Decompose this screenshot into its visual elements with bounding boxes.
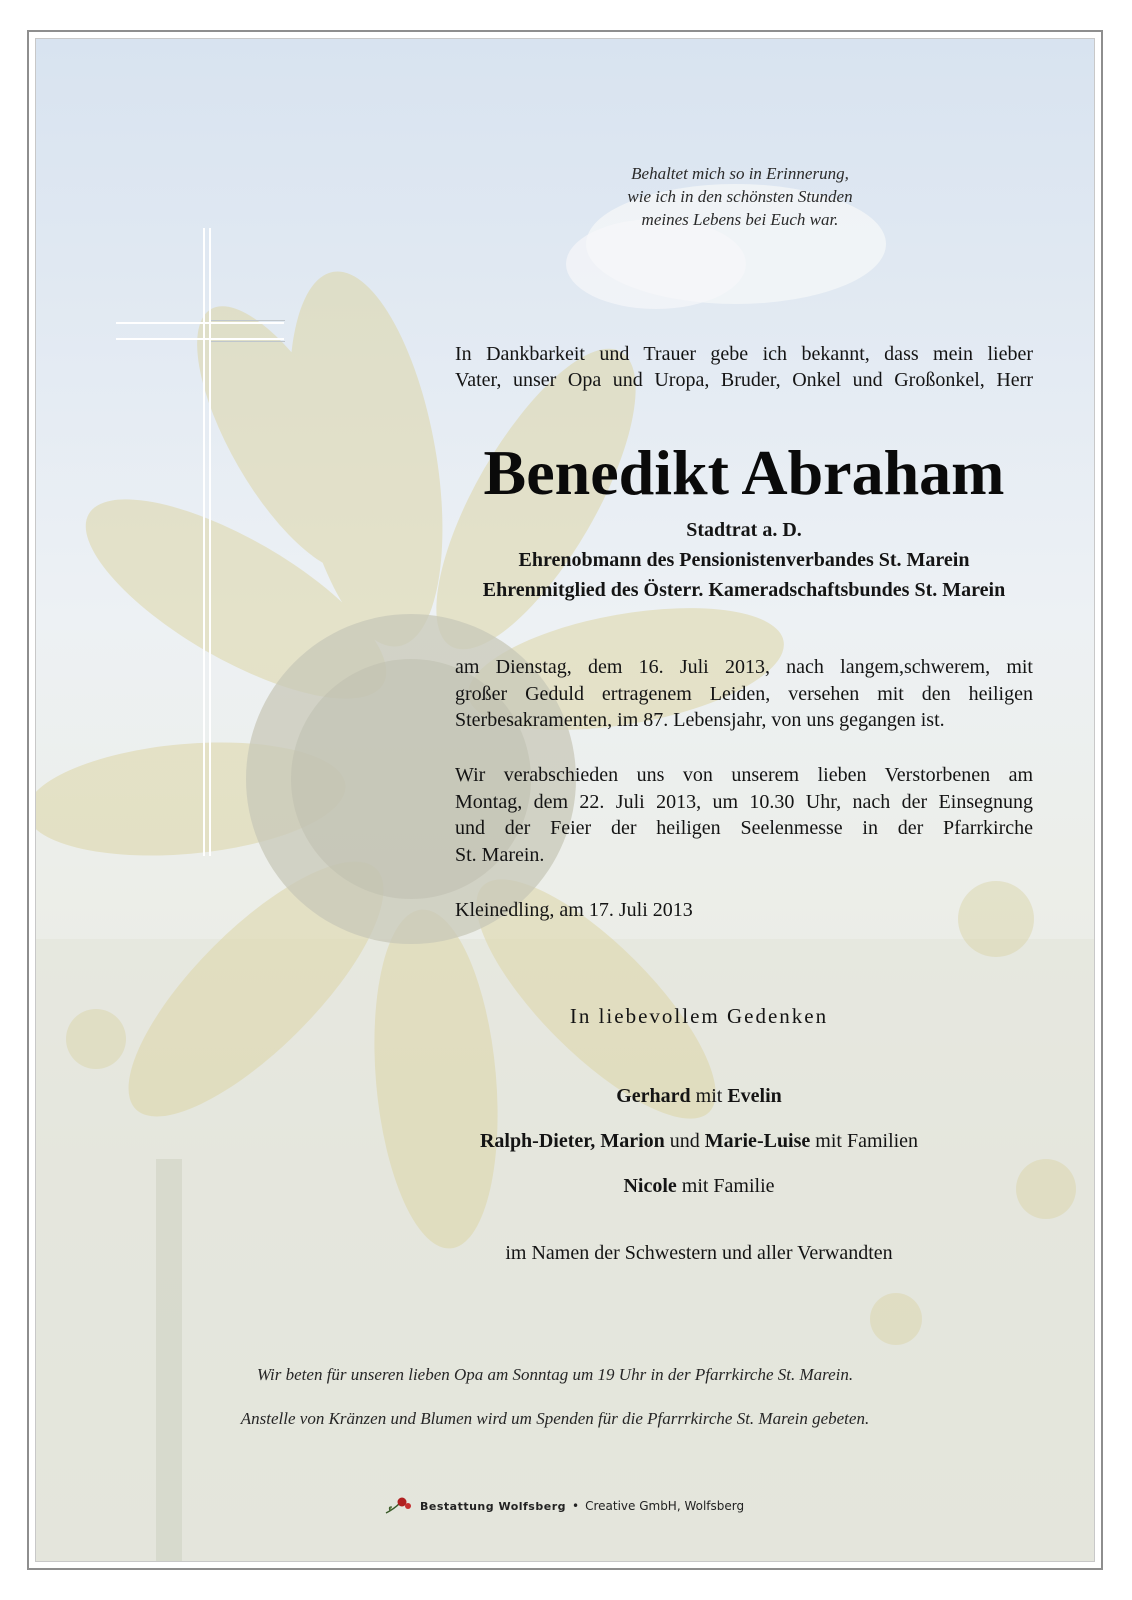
closing-phrase: In liebevollem Gedenken	[569, 1004, 829, 1028]
motto-verse	[570, 162, 910, 231]
relatives-line: im Namen der Schwestern und aller Verwandten	[505, 1242, 893, 1264]
title-line: Ehrenmitglied des Österr. Kameradschaftsbundes St. Marein	[482, 579, 1006, 601]
footer-separator: •	[572, 1499, 580, 1513]
mourner-row	[410, 1128, 988, 1154]
donation-note: Anstelle von Kränzen und Blumen wird um Spenden für die Pfarrrkirche St. Marein gebeten.	[240, 1409, 870, 1428]
paragraph-line: Montag, dem 22. Juli 2013, um 10.30 Uhr, nach der Einsegnung	[455, 790, 1033, 813]
prayer-note: Wir beten für unseren lieben Opa am Sonntag um 19 Uhr in der Pfarrkirche St. Marein.	[256, 1365, 854, 1384]
mourner-name: Evelin	[727, 1085, 782, 1107]
deceased-titles	[455, 515, 1033, 605]
paragraph-line: Wir verabschieden uns von unserem lieben Verstorbenen am	[455, 764, 1033, 786]
mourner-name: Marie-Luise	[704, 1130, 811, 1152]
mourner-name: Gerhard	[616, 1085, 691, 1107]
place-and-date: Kleinedling, am 17. Juli 2013	[455, 899, 693, 921]
mourner-suffix: mit Familien	[810, 1130, 919, 1152]
mourner-join: und	[664, 1130, 705, 1152]
mourner-name: Nicole	[623, 1175, 677, 1197]
cross-beam-shadow	[211, 320, 285, 342]
paragraph-line: Sterbesakramenten, im 87. Lebensjahr, von uns gegangen ist.	[455, 709, 945, 731]
announcement-intro	[455, 341, 1033, 393]
rose-logo-icon	[384, 1495, 414, 1517]
intro-line: In Dankbarkeit und Trauer gebe ich bekannt, dass mein lieber	[455, 343, 1033, 365]
motto-line: meines Lebens bei Euch war.	[641, 210, 839, 229]
motto-line: wie ich in den schönsten Stunden	[627, 187, 853, 206]
mourner-name: Marion	[595, 1130, 665, 1152]
deceased-name: Benedikt Abraham	[483, 437, 1005, 508]
footer-brand: Bestattung Wolfsberg	[420, 1499, 566, 1513]
title-line: Ehrenobmann des Pensionistenverbandes St. Marein	[518, 549, 970, 571]
footer-company: Creative GmbH, Wolfsberg	[585, 1499, 745, 1513]
intro-line: Vater, unser Opa und Uropa, Bruder, Onkel und Großonkel, Herr	[455, 369, 1033, 391]
mourner-suffix: mit Familie	[676, 1175, 775, 1197]
motto-line: Behaltet mich so in Erinnerung,	[631, 164, 849, 183]
mourner-join: mit	[690, 1085, 728, 1107]
mourner-row	[410, 1083, 988, 1109]
paragraph-line: und der Feier der heiligen Seelenmesse in der Pfarrkirche	[455, 817, 1033, 839]
farewell-paragraph	[455, 762, 1033, 868]
title-line: Stadtrat a. D.	[686, 519, 802, 541]
paragraph-line: am Dienstag, dem 16. Juli 2013, nach langem,schwerem, mit	[455, 656, 1033, 678]
paragraph-line: großer Geduld ertragenem Leiden, versehen mit den heiligen	[455, 682, 1033, 705]
paragraph-line: St. Marein.	[455, 843, 545, 866]
mourner-row	[410, 1173, 988, 1199]
undertaker-footer	[384, 1493, 744, 1519]
mourner-name: Ralph-Dieter,	[479, 1130, 596, 1152]
death-notice-paragraph	[455, 654, 1033, 734]
